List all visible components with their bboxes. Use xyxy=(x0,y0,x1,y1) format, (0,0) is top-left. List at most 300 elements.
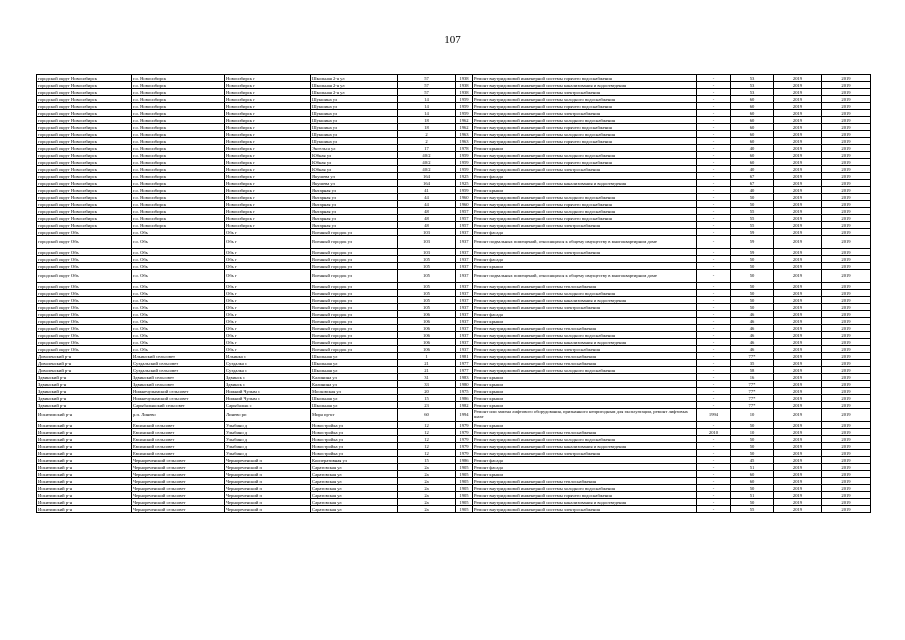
cell-last-major: - xyxy=(697,388,731,395)
cell-municipality: городской округ Новосибирск xyxy=(37,215,132,222)
cell-last-major: - xyxy=(697,471,731,478)
cell-work: Ремонт внутридомовой инженерной системы канализования и водоотведения xyxy=(473,339,697,346)
cell-municipality: городской округ Обь xyxy=(37,256,132,263)
cell-wear: 50 xyxy=(731,436,774,443)
cell-work: Ремонт внутридомовой инженерной системы холодного водоснабжения xyxy=(473,436,697,443)
cell-work: Ремонт крыши xyxy=(473,318,697,325)
cell-house: 106 xyxy=(398,339,456,346)
table-row xyxy=(37,318,871,325)
table-row xyxy=(37,346,871,353)
cell-municipality: городской округ Новосибирск xyxy=(37,82,132,89)
cell-built-year: 1937 xyxy=(456,339,473,346)
table-row xyxy=(37,124,871,131)
cell-house: 164 xyxy=(398,180,456,187)
cell-wear: 60 xyxy=(731,131,774,138)
cell-last-major: - xyxy=(697,138,731,145)
cell-plan-from: 2019 xyxy=(774,145,822,152)
cell-house: 103 xyxy=(398,236,456,249)
cell-built-year: 1905 xyxy=(456,485,473,492)
table-row xyxy=(37,492,871,499)
cell-last-major: - xyxy=(697,381,731,388)
cell-work: Ремонт внутридомовой инженерной системы горячего водоснабжения xyxy=(473,124,697,131)
cell-locality: Обь г xyxy=(225,318,311,325)
cell-last-major: - xyxy=(697,124,731,131)
cell-work: Ремонт фасада xyxy=(473,311,697,318)
cell-locality: Новосибирск г xyxy=(225,201,311,208)
cell-municipality: Искитимский р-н xyxy=(37,478,132,485)
cell-street: Саратовская ул xyxy=(311,506,398,513)
cell-settlement-type: г.о. Новосибирск xyxy=(132,138,225,145)
cell-work: Ремонт внутридомовой инженерной системы холодного водоснабжения xyxy=(473,290,697,297)
cell-wear: 59 xyxy=(731,249,774,256)
cell-municipality: городской округ Новосибирск xyxy=(37,138,132,145)
cell-locality: Обь г xyxy=(225,332,311,339)
cell-street: Военный городок ул xyxy=(311,256,398,263)
cell-municipality: Здвинский р-н xyxy=(37,374,132,381)
cell-locality: Чернореченский п xyxy=(225,457,311,464)
cell-wear: 55 xyxy=(731,215,774,222)
cell-last-major: - xyxy=(697,173,731,180)
table-row xyxy=(37,332,871,339)
cell-street: Янтарная ул xyxy=(311,215,398,222)
table-row xyxy=(37,187,871,194)
cell-built-year: 1959 xyxy=(456,187,473,194)
cell-plan-from: 2019 xyxy=(774,381,822,388)
cell-municipality: Искитимский р-н xyxy=(37,485,132,492)
cell-plan-from: 2019 xyxy=(774,256,822,263)
cell-plan-to: 2019 xyxy=(822,325,871,332)
cell-work: Ремонт внутридомовой инженерной системы электроснабжения xyxy=(473,110,697,117)
cell-house: 106 xyxy=(398,311,456,318)
cell-plan-from: 2019 xyxy=(774,131,822,138)
cell-locality: Чернореченский п xyxy=(225,485,311,492)
cell-settlement-type: Суздальский сельсовет xyxy=(132,367,225,374)
cell-municipality: городской округ Новосибирск xyxy=(37,152,132,159)
cell-plan-to: 2019 xyxy=(822,388,871,395)
cell-settlement-type: г.о. Новосибирск xyxy=(132,159,225,166)
cell-municipality: городской округ Обь xyxy=(37,297,132,304)
cell-municipality: Доволенский р-н xyxy=(37,360,132,367)
cell-settlement-type: г.о. Обь xyxy=(132,249,225,256)
table-row xyxy=(37,443,871,450)
cell-settlement-type: Евсинский сельсовет xyxy=(132,450,225,457)
cell-plan-to: 2019 xyxy=(822,173,871,180)
cell-settlement-type: г.о. Обь xyxy=(132,346,225,353)
cell-street: Саратовская ул xyxy=(311,478,398,485)
cell-last-major: 1994 xyxy=(697,409,731,422)
cell-built-year: 1975 xyxy=(456,388,473,395)
cell-settlement-type: Чернореченский сельсовет xyxy=(132,478,225,485)
cell-street: Новостройка ул xyxy=(311,436,398,443)
cell-plan-to: 2019 xyxy=(822,229,871,236)
cell-wear: 51 xyxy=(731,492,774,499)
cell-municipality: Искитимский р-н xyxy=(37,429,132,436)
cell-street: Янтарная ул xyxy=(311,222,398,229)
table-row xyxy=(37,339,871,346)
table-row xyxy=(37,263,871,270)
cell-plan-to: 2019 xyxy=(822,110,871,117)
cell-plan-from: 2019 xyxy=(774,353,822,360)
cell-wear: 40 xyxy=(731,145,774,152)
cell-built-year: 1937 xyxy=(456,332,473,339)
cell-plan-from: 2019 xyxy=(774,499,822,506)
cell-locality: Новосибирск г xyxy=(225,173,311,180)
cell-plan-to: 2019 xyxy=(822,152,871,159)
cell-work: Ремонт фасада xyxy=(473,256,697,263)
cell-house: 2а xyxy=(398,485,456,492)
cell-municipality: Искитимский р-н xyxy=(37,422,132,429)
cell-work: Ремонт внутридомовой инженерной системы горячего водоснабжения xyxy=(473,215,697,222)
cell-work: Ремонт крыши xyxy=(473,263,697,270)
cell-municipality: городской округ Новосибирск xyxy=(37,194,132,201)
cell-built-year: 1937 xyxy=(456,318,473,325)
cell-house: 105 xyxy=(398,297,456,304)
cell-locality: Обь г xyxy=(225,290,311,297)
cell-wear: 60 xyxy=(731,471,774,478)
cell-last-major: - xyxy=(697,82,731,89)
cell-settlement-type: Чернореченский сельсовет xyxy=(132,471,225,478)
cell-last-major: - xyxy=(697,436,731,443)
table-row xyxy=(37,283,871,290)
cell-work: Ремонт крыши xyxy=(473,374,697,381)
cell-work: Ремонт внутридомовой инженерной системы горячего водоснабжения xyxy=(473,159,697,166)
cell-plan-from: 2019 xyxy=(774,117,822,124)
cell-plan-to: 2019 xyxy=(822,492,871,499)
cell-street: Шукшина ул xyxy=(311,131,398,138)
cell-municipality: Искитимский р-н xyxy=(37,457,132,464)
cell-plan-to: 2019 xyxy=(822,297,871,304)
table-row xyxy=(37,236,871,249)
cell-work: Ремонт внутридомовой инженерной системы горячего водоснабжения xyxy=(473,492,697,499)
cell-municipality: городской округ Новосибирск xyxy=(37,103,132,110)
cell-last-major: - xyxy=(697,263,731,270)
cell-last-major: - xyxy=(697,339,731,346)
cell-municipality: Здвинский р-н xyxy=(37,381,132,388)
cell-street: Военный городок ул xyxy=(311,270,398,283)
cell-municipality: городской округ Новосибирск xyxy=(37,159,132,166)
cell-wear: 55 xyxy=(731,506,774,513)
cell-plan-to: 2019 xyxy=(822,96,871,103)
cell-municipality: городской округ Обь xyxy=(37,283,132,290)
cell-last-major: - xyxy=(697,367,731,374)
cell-plan-from: 2019 xyxy=(774,311,822,318)
cell-built-year: 1957 xyxy=(456,208,473,215)
cell-settlement-type: г.о. Обь xyxy=(132,325,225,332)
table-row xyxy=(37,152,871,159)
cell-locality: Улыбино д xyxy=(225,436,311,443)
cell-plan-to: 2019 xyxy=(822,367,871,374)
cell-street: Школьная 2-я ул xyxy=(311,89,398,96)
cell-settlement-type: г.о. Обь xyxy=(132,236,225,249)
cell-plan-from: 2019 xyxy=(774,152,822,159)
cell-work: Ремонт фасада xyxy=(473,457,697,464)
cell-last-major: - xyxy=(697,222,731,229)
table-row xyxy=(37,222,871,229)
cell-plan-from: 2019 xyxy=(774,450,822,457)
cell-house: 12 xyxy=(398,450,456,457)
cell-plan-to: 2019 xyxy=(822,131,871,138)
cell-street: Юбная ул xyxy=(311,152,398,159)
cell-plan-from: 2019 xyxy=(774,75,822,82)
cell-last-major: - xyxy=(697,297,731,304)
cell-last-major: - xyxy=(697,506,731,513)
table-row xyxy=(37,166,871,173)
cell-plan-from: 2019 xyxy=(774,215,822,222)
cell-settlement-type: Нижнечулымский сельсовет xyxy=(132,388,225,395)
cell-plan-from: 2019 xyxy=(774,263,822,270)
cell-settlement-type: г.о. Новосибирск xyxy=(132,152,225,159)
cell-locality: Обь г xyxy=(225,249,311,256)
cell-plan-from: 2019 xyxy=(774,478,822,485)
cell-built-year: 1959 xyxy=(456,152,473,159)
cell-locality: Улыбино д xyxy=(225,443,311,450)
cell-work: Ремонт внутридомовой инженерной системы электроснабжения xyxy=(473,89,697,96)
cell-locality: Ильинка с xyxy=(225,353,311,360)
cell-plan-to: 2019 xyxy=(822,215,871,222)
cell-house: 2а xyxy=(398,499,456,506)
cell-work: Ремонт крыши xyxy=(473,402,697,409)
cell-plan-to: 2019 xyxy=(822,422,871,429)
cell-plan-to: 2019 xyxy=(822,346,871,353)
cell-settlement-type: г.о. Новосибирск xyxy=(132,124,225,131)
table-row xyxy=(37,436,871,443)
cell-wear: 10 xyxy=(731,409,774,422)
cell-locality: Улыбино д xyxy=(225,422,311,429)
cell-last-major: - xyxy=(697,166,731,173)
cell-street: Новостройка ул xyxy=(311,422,398,429)
cell-built-year: 1937 xyxy=(456,263,473,270)
cell-street: Военный городок ул xyxy=(311,290,398,297)
cell-built-year: 1905 xyxy=(456,492,473,499)
cell-locality: Обь г xyxy=(225,270,311,283)
cell-locality: Новосибирск г xyxy=(225,82,311,89)
cell-locality: Чернореченский п xyxy=(225,499,311,506)
cell-municipality: городской округ Обь xyxy=(37,332,132,339)
cell-plan-from: 2019 xyxy=(774,297,822,304)
cell-settlement-type: Чернореченский сельсовет xyxy=(132,464,225,471)
cell-wear: 77* xyxy=(731,402,774,409)
cell-plan-from: 2019 xyxy=(774,110,822,117)
cell-house: 2а xyxy=(398,464,456,471)
table-row xyxy=(37,388,871,395)
cell-street: Калинина ул xyxy=(311,374,398,381)
cell-house: 106 xyxy=(398,332,456,339)
cell-municipality: городской округ Обь xyxy=(37,339,132,346)
cell-house: 164 xyxy=(398,173,456,180)
cell-wear: 55 xyxy=(731,222,774,229)
cell-plan-from: 2019 xyxy=(774,208,822,215)
cell-built-year: 1986 xyxy=(456,457,473,464)
table-row xyxy=(37,381,871,388)
cell-wear: 45 xyxy=(731,457,774,464)
cell-last-major: - xyxy=(697,485,731,492)
cell-last-major: - xyxy=(697,353,731,360)
cell-work: Ремонт крыши xyxy=(473,187,697,194)
cell-municipality: городской округ Новосибирск xyxy=(37,145,132,152)
cell-municipality: городской округ Обь xyxy=(37,229,132,236)
cell-street: Мира пр-кт xyxy=(311,409,398,422)
cell-built-year: 1983 xyxy=(456,374,473,381)
cell-built-year: 1959 xyxy=(456,159,473,166)
cell-plan-from: 2019 xyxy=(774,325,822,332)
cell-wear: 50 xyxy=(731,194,774,201)
cell-plan-to: 2019 xyxy=(822,201,871,208)
cell-built-year: 1960 xyxy=(456,194,473,201)
cell-work: Ремонт внутридомовой инженерной системы холодного водоснабжения xyxy=(473,194,697,201)
cell-work: Ремонт внутридомовой инженерной системы холодного водоснабжения xyxy=(473,131,697,138)
cell-house: 40/2 xyxy=(398,166,456,173)
cell-built-year: 1962 xyxy=(456,124,473,131)
cell-street: Школьная ул xyxy=(311,360,398,367)
cell-street: Янтарная ул xyxy=(311,187,398,194)
cell-house: 105 xyxy=(398,256,456,263)
cell-wear: 51 xyxy=(731,464,774,471)
cell-municipality: городской округ Обь xyxy=(37,346,132,353)
cell-wear: 50 xyxy=(731,283,774,290)
cell-locality: Чернореченский п xyxy=(225,478,311,485)
cell-settlement-type: Чернореченский сельсовет xyxy=(132,457,225,464)
cell-locality: Сарыбалык с xyxy=(225,402,311,409)
cell-last-major: - xyxy=(697,422,731,429)
cell-built-year: 1905 xyxy=(456,499,473,506)
cell-work: Ремонт внутридомовой инженерной системы электроснабжения xyxy=(473,450,697,457)
table-row xyxy=(37,173,871,180)
cell-street: Новостройка ул xyxy=(311,429,398,436)
cell-work: Ремонт фасада xyxy=(473,464,697,471)
cell-settlement-type: Чернореченский сельсовет xyxy=(132,492,225,499)
cell-last-major: - xyxy=(697,346,731,353)
cell-wear: 60 xyxy=(731,124,774,131)
cell-municipality: Здвинский р-н xyxy=(37,402,132,409)
cell-house: 57 xyxy=(398,82,456,89)
cell-last-major: - xyxy=(697,499,731,506)
cell-last-major: - xyxy=(697,283,731,290)
cell-work: Ремонт крыши xyxy=(473,395,697,402)
cell-plan-from: 2019 xyxy=(774,388,822,395)
cell-built-year: 1937 xyxy=(456,297,473,304)
cell-house: 105 xyxy=(398,290,456,297)
cell-built-year: 1957 xyxy=(456,222,473,229)
cell-plan-to: 2019 xyxy=(822,103,871,110)
cell-house: 2а xyxy=(398,471,456,478)
cell-plan-from: 2019 xyxy=(774,159,822,166)
cell-plan-to: 2019 xyxy=(822,208,871,215)
cell-plan-from: 2019 xyxy=(774,249,822,256)
cell-municipality: Искитимский р-н xyxy=(37,443,132,450)
cell-plan-from: 2019 xyxy=(774,166,822,173)
cell-plan-to: 2019 xyxy=(822,332,871,339)
table-row xyxy=(37,464,871,471)
page-number: 107 xyxy=(444,34,461,46)
cell-locality: Улыбино д xyxy=(225,429,311,436)
cell-settlement-type: г.о. Новосибирск xyxy=(132,89,225,96)
cell-wear: 50 xyxy=(731,422,774,429)
cell-work: Ремонт внутридомовой инженерной системы теплоснабжения xyxy=(473,360,697,367)
cell-built-year: 1959 xyxy=(456,103,473,110)
cell-municipality: Здвинский р-н xyxy=(37,388,132,395)
cell-house: 12 xyxy=(398,436,456,443)
cell-plan-from: 2019 xyxy=(774,443,822,450)
cell-settlement-type: г.о. Обь xyxy=(132,304,225,311)
cell-settlement-type: г.о. Новосибирск xyxy=(132,222,225,229)
cell-street: Военный городок ул xyxy=(311,318,398,325)
cell-work: Ремонт внутридомовой инженерной системы холодного водоснабжения xyxy=(473,117,697,124)
cell-street: Военный городок ул xyxy=(311,263,398,270)
cell-street: Школьная 2-я ул xyxy=(311,75,398,82)
cell-wear: 53 xyxy=(731,75,774,82)
cell-street: Военный городок ул xyxy=(311,339,398,346)
cell-last-major: - xyxy=(697,360,731,367)
cell-last-major: - xyxy=(697,492,731,499)
cell-wear: 60 xyxy=(731,96,774,103)
cell-plan-to: 2019 xyxy=(822,89,871,96)
cell-locality: Суздалка с xyxy=(225,360,311,367)
cell-wear: 59 xyxy=(731,229,774,236)
cell-plan-from: 2019 xyxy=(774,124,822,131)
cell-locality: Обь г xyxy=(225,304,311,311)
cell-work: Ремонт внутридомовой инженерной системы электроснабжения xyxy=(473,346,697,353)
cell-municipality: городской округ Новосибирск xyxy=(37,96,132,103)
cell-wear: 50 xyxy=(731,201,774,208)
cell-settlement-type: г.о. Обь xyxy=(132,283,225,290)
cell-municipality: городской округ Обь xyxy=(37,236,132,249)
cell-settlement-type: Ильинский сельсовет xyxy=(132,353,225,360)
cell-plan-from: 2019 xyxy=(774,464,822,471)
cell-settlement-type: г.о. Новосибирск xyxy=(132,131,225,138)
cell-locality: Улыбино д xyxy=(225,450,311,457)
cell-locality: Новосибирск г xyxy=(225,110,311,117)
cell-house: 48 xyxy=(398,215,456,222)
cell-work: Ремонт подвальных помещений, относящихся к общему имуществу в многоквартирном доме xyxy=(473,270,697,283)
cell-house: 2 xyxy=(398,131,456,138)
table-row xyxy=(37,471,871,478)
cell-locality: Новосибирск г xyxy=(225,152,311,159)
cell-plan-from: 2019 xyxy=(774,222,822,229)
table-row xyxy=(37,89,871,96)
cell-built-year: 1959 xyxy=(456,110,473,117)
cell-settlement-type: г.о. Обь xyxy=(132,339,225,346)
cell-last-major: - xyxy=(697,180,731,187)
table-row xyxy=(37,208,871,215)
cell-street: Саратовская ул xyxy=(311,485,398,492)
cell-built-year: 1977 xyxy=(456,367,473,374)
cell-last-major: - xyxy=(697,215,731,222)
cell-settlement-type: г.о. Обь xyxy=(132,270,225,283)
cell-work: Ремонт внутридомовой инженерной системы теплоснабжения xyxy=(473,353,697,360)
cell-house: 57 xyxy=(398,75,456,82)
cell-settlement-type: Евсинский сельсовет xyxy=(132,443,225,450)
cell-street: Янтарная ул xyxy=(311,208,398,215)
cell-settlement-type: г.о. Обь xyxy=(132,332,225,339)
cell-plan-to: 2019 xyxy=(822,436,871,443)
cell-work: Ремонт внутридомовой инженерной системы канализования и водоотведения xyxy=(473,180,697,187)
cell-plan-from: 2019 xyxy=(774,506,822,513)
cell-locality: Чернореченский п xyxy=(225,464,311,471)
cell-house: 41 xyxy=(398,187,456,194)
cell-house: 20 xyxy=(398,388,456,395)
cell-work: Ремонт внутридомовой инженерной системы канализования и водоотведения xyxy=(473,82,697,89)
cell-wear: 55 xyxy=(731,208,774,215)
cell-built-year: 1937 xyxy=(456,249,473,256)
cell-work: Ремонт крыши xyxy=(473,422,697,429)
cell-plan-from: 2019 xyxy=(774,409,822,422)
cell-last-major: - xyxy=(697,450,731,457)
cell-settlement-type: г.о. Новосибирск xyxy=(132,208,225,215)
cell-plan-from: 2019 xyxy=(774,180,822,187)
cell-built-year: 1978 xyxy=(456,145,473,152)
repair-registry-table xyxy=(36,74,871,513)
table-row xyxy=(37,159,871,166)
